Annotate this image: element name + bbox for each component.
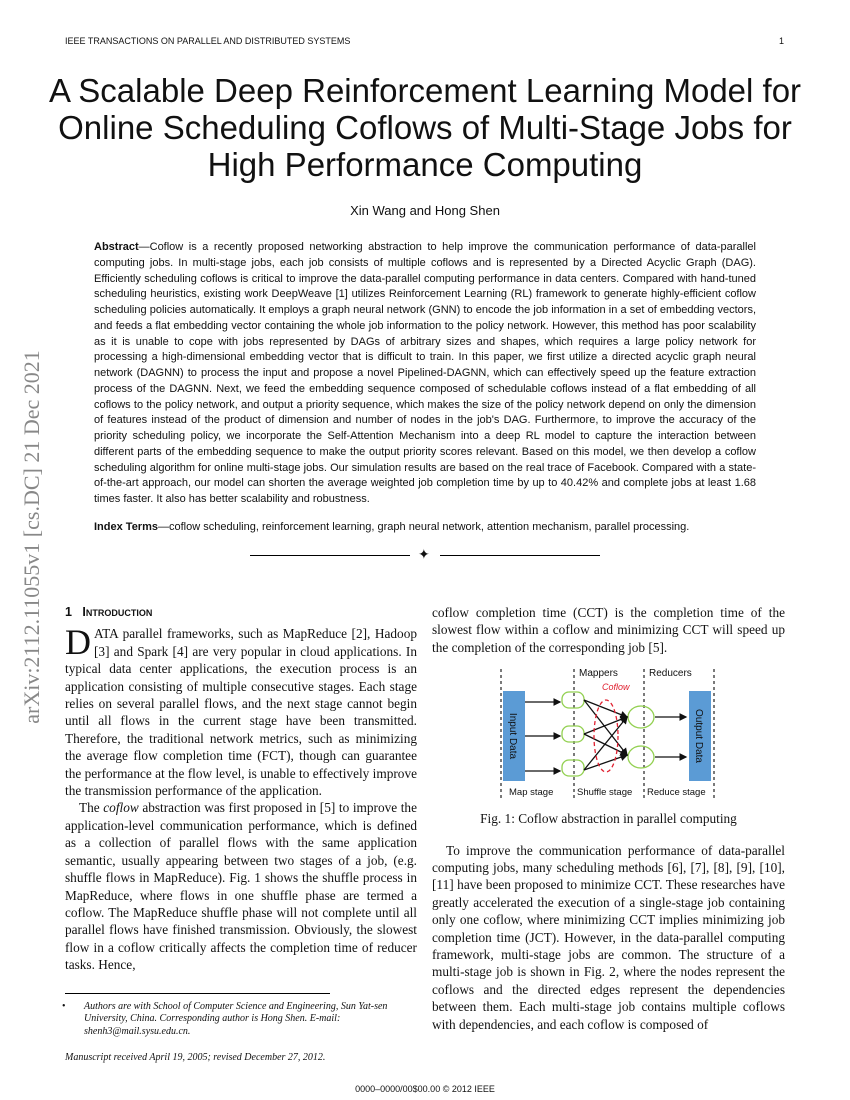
left-column xyxy=(62,604,417,1064)
section-divider xyxy=(250,545,600,562)
abstract-text: —Coflow is a recently proposed networking abstraction to help improve the communication performance of data-parallel computing jobs. In multi-stage jobs, each job consists of multiple coflows and is represented by a Directed Acyclic Graph (DAG). Efficiently scheduling coflows is critical to improve the data-parallel computing performance in data centers. Compared with hand-tuned scheduling heuristics, existing work DeepWeave [1] utilizes Reinforcement Learning (RL) framework to generate highly-efficient coflow scheduling policies automatically. It employs a graph neural network (GNN) to encode the job information in a set of embedding vectors, and feeds a flat embedding vector containing the whole job information to the policy network. However, this method has poor scalability as it is unable to cope with jobs represented by DAGs of arbitrary sizes and shapes, which requires a large policy network for processing a high-dimensional embedding vector that is difficult to train. In this paper, we first utilize a directed acyclic graph neural network (DAGNN) to process the input and propose a novel Pipelined-DAGNN, which can effectively speed up the feature extraction process of the DAGNN. Next, we feed the embedding sequence composed of schedulable coflows instead of a flat embedding of all coflows to the policy network, and output a priority sequence, which makes the size of the policy network depend on only the dimension of features instead of the product of dimension and number of nodes in the job's DAG. Furthermore, to improve the accuracy of the priority scheduling policy, we incorporate the Self-Attention Mechanism into a deep RL model to capture the interaction between different parts of the embedding sequence to make the output priority scores relevant. Based on this model, we then develop a coflow scheduling algorithm for online multi-stage jobs. Our simulation results are based on the real trace of Facebook. Compared with a state-of-the-art approach, our model can shorten the average weighted job completion time by up to 40.42% and complete jobs at least 1.68 times faster. It also has better scalability and robustness. xyxy=(94,241,756,505)
section-title: Introduction xyxy=(82,605,153,619)
figure-coflow-abstraction xyxy=(489,664,729,804)
copyright-footer: 0000–0000/00$00.00 © 2012 IEEE xyxy=(355,1084,495,1094)
mappers-label: Mappers xyxy=(578,668,618,680)
input-data-label: Input Data xyxy=(506,713,518,760)
section-number: 1 xyxy=(65,605,72,619)
authors: Xin Wang and Hong Shen xyxy=(350,203,500,218)
abstract-label: Abstract xyxy=(94,241,139,253)
output-data-label: Output Data xyxy=(692,709,704,764)
arxiv-stamp: arXiv:2112.11055v1 [cs.DC] 21 Dec 2021 xyxy=(19,350,44,724)
map-stage-label: Map stage xyxy=(508,787,553,799)
footnote-bullet: • xyxy=(62,1000,66,1012)
emphasis: coflow xyxy=(103,800,139,816)
footnote-block xyxy=(62,983,417,1065)
footnote-text: Authors are with School of Computer Science and Engineering, Sun Yat-sen University, China. Corresponding author is Hong Shen. E-mail: shenh3@mail.sysu.edu.cn. xyxy=(84,1000,388,1037)
index-terms-label: Index Terms xyxy=(94,520,158,533)
paragraph-text: ATA parallel frameworks, such as MapReduce [2], Hadoop [3] and Spark [4] are very popular in cloud applications. In typical data center applications, the execution process is an application consisting of multiple consecutive stages. Each stage relies on several parallel flows, and the next stage cannot begin until all flows in the current stage have been transmitted. Therefore, the traditional network metrics, such as minimizing the average flow completion time (FCT), though can guarantee the performance at the flow level, is unable to effectively improve the transmission performance of the application. xyxy=(65,626,417,799)
paragraph-text: abstraction was first proposed in [5] to improve the application-level communication performance, which is defined as a collection of parallel flows with the same application semantic, usually appearing between two stages of a job, (e.g. shuffle flows in MapReduce). Fig. 1 shows the shuffle process in MapReduce, where flows in one shuffle phase are termed a coflow. The MapReduce shuffle phase will not complete until all parallel flows have finished transmission. Obviously, the slowest flow in a coflow critically affects the completion time of reducer tasks. Hence, xyxy=(65,800,417,973)
figure-caption: Fig. 1: Coflow abstraction in parallel computing xyxy=(480,811,737,827)
page-number: 1 xyxy=(778,36,784,46)
index-terms-text: —coflow scheduling, reinforcement learning, graph neural network, attention mechanism, parallel processing. xyxy=(158,520,690,533)
paper-title: A Scalable Deep Reinforcement Learning Model for Online Scheduling Coflows of Multi-Stage Jobs for High Performance Computing xyxy=(48,72,802,183)
abstract xyxy=(94,240,756,508)
front-matter xyxy=(0,36,850,561)
section-heading xyxy=(65,604,417,621)
footnote xyxy=(62,1000,417,1039)
footnote-rule xyxy=(65,993,330,994)
divider-diamond-icon: ✦ xyxy=(418,545,430,562)
shuffle-stage-label: Shuffle stage xyxy=(576,787,632,799)
running-header xyxy=(65,36,784,50)
intro-paragraph-2 xyxy=(65,799,417,973)
drop-cap: D xyxy=(65,622,91,663)
paragraph-text: The xyxy=(79,800,104,816)
journal-header: IEEE TRANSACTIONS ON PARALLEL AND DISTRIBUTED SYSTEMS xyxy=(65,36,351,46)
intro-paragraph-3: coflow completion time (CCT) is the completion time of the slowest flow within a coflow and minimizing CCT will speed up the completion of the corresponding job [5]. xyxy=(432,605,785,655)
intro-paragraph-1 xyxy=(65,622,417,799)
right-column xyxy=(432,604,785,1033)
reducers-label: Reducers xyxy=(648,668,692,680)
intro-paragraph-4: To improve the communication performance of data-parallel computing jobs, many scheduling methods [6], [7], [8], [9], [10], [11] have been proposed to minimize CCT. These researches have greatly accelerated the execution of a single-stage job containing only one coflow, where minimizing CCT implies minimizing job completion time (JCT). However, in the data-parallel computing framework, multi-stage jobs are common. The structure of a multi-stage job is shown in Fig. 2, where the nodes represent the coflows and the directed edges represent the dependencies between them. Each multi-stage job contains multiple coflows with dependencies, and each coflow is composed of xyxy=(432,842,785,1032)
index-terms xyxy=(94,520,756,535)
coflow-label: Coflow xyxy=(601,682,630,693)
manuscript-note: Manuscript received April 19, 2005; revised December 27, 2012. xyxy=(65,1052,326,1063)
reduce-stage-label: Reduce stage xyxy=(646,787,706,799)
